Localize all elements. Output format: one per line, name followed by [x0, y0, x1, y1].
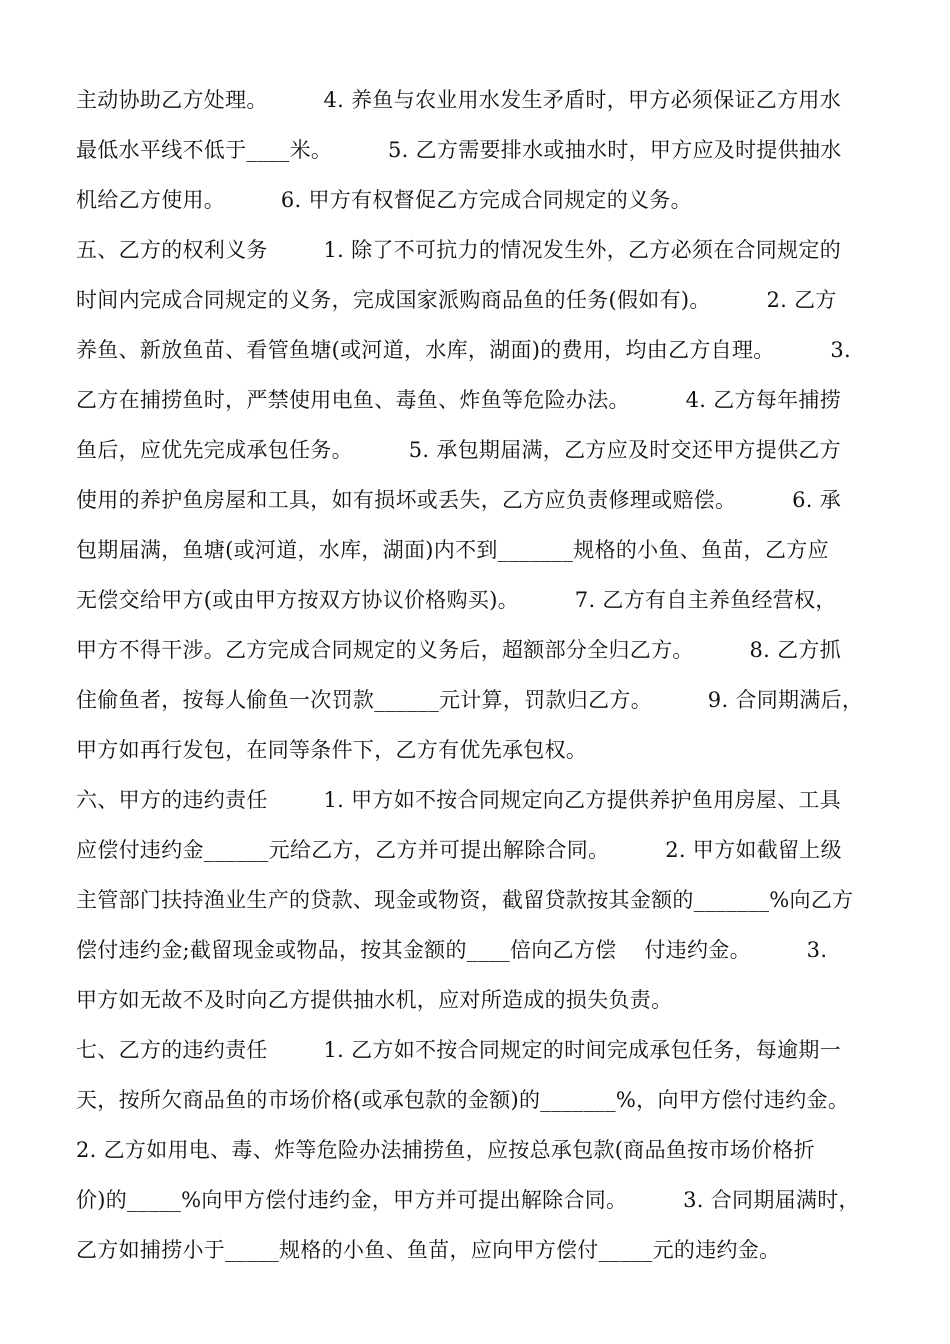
text-line: 2. 乙方如用电、毒、炸等危险办法捕捞鱼，应按总承包款(商品鱼按市场价格折: [76, 1138, 816, 1162]
text-line: 无偿交给甲方(或由甲方按双方协议价格购买)。 7. 乙方有自主养鱼经营权，: [76, 588, 837, 612]
text-line: 应偿付违约金______元给乙方，乙方并可提出解除合同。 2. 甲方如截留上级: [76, 838, 842, 862]
text-line: 甲方如再行发包，在同等条件下，乙方有优先承包权。: [76, 738, 588, 762]
text-line: 甲方不得干涉。乙方完成合同规定的义务后，超额部分全归乙方。 8. 乙方抓: [76, 638, 842, 662]
text-line: 七、乙方的违约责任 1. 乙方如不按合同规定的时间完成承包任务，每逾期一: [76, 1038, 842, 1062]
text-line: 乙方如捕捞小于_____规格的小鱼、鱼苗，应向甲方偿付_____元的违约金。: [76, 1238, 781, 1262]
text-line: 住偷鱼者，按每人偷鱼一次罚款______元计算，罚款归乙方。 9. 合同期满后，: [76, 688, 864, 712]
text-line: 时间内完成合同规定的义务，完成国家派购商品鱼的任务(假如有)。 2. 乙方: [76, 288, 837, 312]
text-line: 使用的养护鱼房屋和工具，如有损坏或丢失，乙方应负责修理或赔偿。 6. 承: [76, 488, 842, 512]
text-line: 甲方如无故不及时向乙方提供抽水机，应对所造成的损失负责。: [76, 988, 673, 1012]
text-line: 价)的_____%向甲方偿付违约金，甲方并可提出解除合同。 3. 合同期届满时，: [76, 1188, 860, 1212]
text-line: 包期届满，鱼塘(或河道，水库，湖面)内不到_______规格的小鱼、鱼苗，乙方应: [76, 538, 829, 562]
text-line: 天，按所欠商品鱼的市场价格(或承包款的金额)的_______%，向甲方偿付违约金。: [76, 1088, 850, 1112]
text-line: 主动协助乙方处理。 4. 养鱼与农业用水发生矛盾时，甲方必须保证乙方用水: [76, 88, 842, 112]
text-line: 鱼后，应优先完成承包任务。 5. 承包期届满，乙方应及时交还甲方提供乙方: [76, 438, 842, 462]
text-line: 养鱼、新放鱼苗、看管鱼塘(或河道，水库，湖面)的费用，均由乙方自理。 3.: [76, 338, 852, 362]
text-line: 机给乙方使用。 6. 甲方有权督促乙方完成合同规定的义务。: [76, 188, 692, 212]
text-line: 六、甲方的违约责任 1. 甲方如不按合同规定向乙方提供养护鱼用房屋、工具: [76, 788, 842, 812]
text-line: 主管部门扶持渔业生产的贷款、现金或物资，截留贷款按其金额的_______%向乙方: [76, 888, 854, 912]
text-line: 五、乙方的权利义务 1. 除了不可抗力的情况发生外，乙方必须在合同规定的: [76, 238, 842, 262]
text-line: 最低水平线不低于____米。 5. 乙方需要排水或抽水时，甲方应及时提供抽水: [76, 138, 842, 162]
text-line: 偿付违约金;截留现金或物品，按其金额的____倍向乙方偿 付违约金。 3.: [76, 938, 828, 962]
text-line: 乙方在捕捞鱼时，严禁使用电鱼、毒鱼、炸鱼等危险办法。 4. 乙方每年捕捞: [76, 388, 842, 412]
